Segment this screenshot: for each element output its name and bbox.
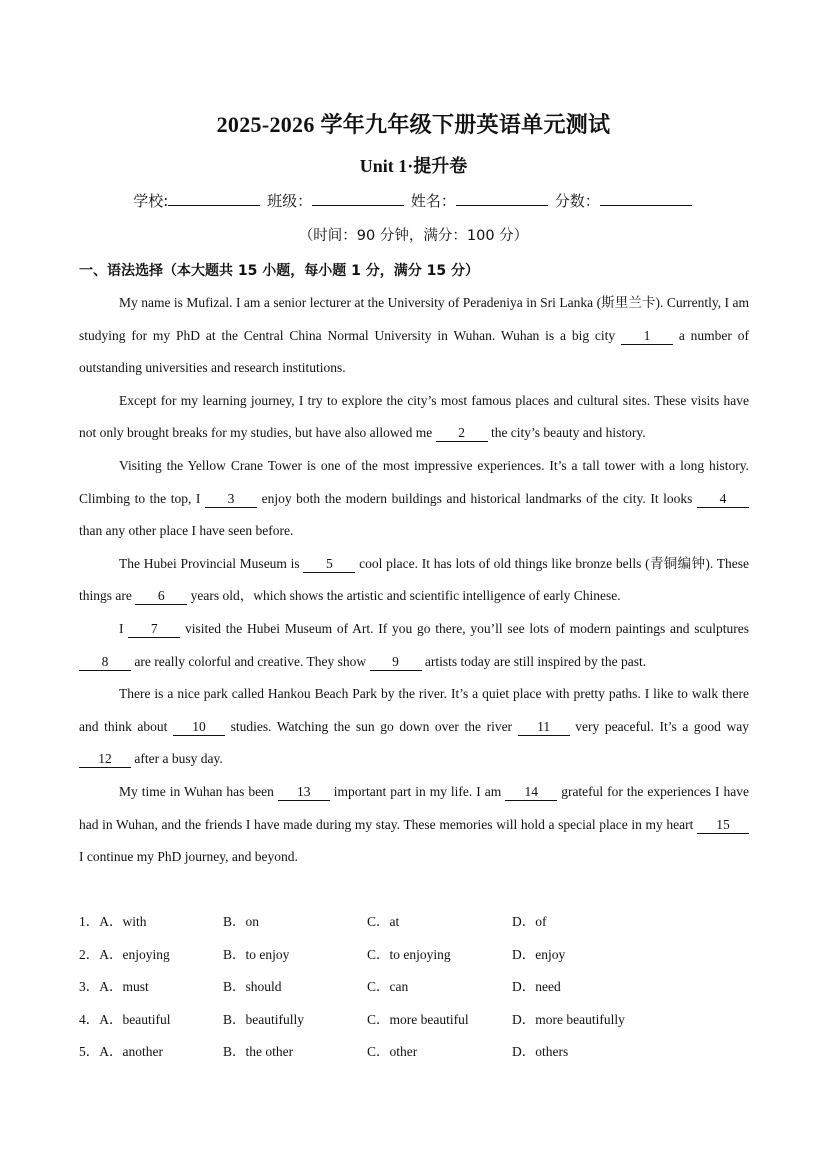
paragraph: The Hubei Provincial Museum is 5 cool place. It has lots of old things like bronze bells (青铜编钟). These things are 6 years old，which shows the artistic and scientific intelligence of early Chinese. — [79, 555, 749, 604]
blank-6: 6 — [135, 588, 187, 605]
school-label: 学校: — [133, 192, 169, 210]
blank-13: 13 — [278, 784, 330, 801]
reading-passage — [79, 287, 749, 874]
question-row — [79, 904, 759, 937]
paragraph: I 7 visited the Hubei Museum of Art. If you go there, you’ll see lots of modern paintings and sculptures 8 are really colorful and creative. They show 9 artists today are still inspired by the past. — [79, 613, 749, 678]
blank-7: 7 — [128, 621, 180, 638]
question-row — [79, 937, 759, 970]
paragraph: My name is Mufizal. I am a senior lecturer at the University of Peradeniya in Sri Lanka (斯里兰卡). Currently, I am studying for my PhD at the Central China Normal University in Wuhan. Wuhan is a big city 1 a number of outstanding universities and research institutions. — [79, 295, 749, 376]
blank-1: 1 — [621, 328, 673, 345]
blank-15: 15 — [697, 817, 749, 834]
option-c[interactable]: C．at — [367, 914, 400, 929]
option-a[interactable]: 4．A．beautiful — [79, 1011, 171, 1027]
option-c[interactable]: C．more beautiful — [367, 1011, 469, 1027]
option-b[interactable]: B．should — [223, 979, 282, 994]
option-a[interactable]: 1．A．with — [79, 914, 147, 929]
blank-12: 12 — [79, 751, 131, 768]
paragraph: My time in Wuhan has been 13 important part in my life. I am 14 grateful for the experiences I have had in Wuhan, and the friends I have made during my stay. These memories will hold a special place in my heart 15 I continue my PhD journey, and beyond. — [79, 783, 749, 865]
score-field[interactable] — [600, 191, 692, 206]
paragraph: Except for my learning journey, I try to explore the city’s most famous places and cultural sites. These visits have not only brought breaks for my studies, but have also allowed me 2 the city’s beauty and history. — [79, 392, 749, 441]
blank-5: 5 — [303, 556, 355, 573]
class-label: 班级： — [267, 192, 313, 210]
answer-options — [79, 904, 759, 1067]
blank-4: 4 — [697, 491, 749, 508]
student-info-row — [0, 190, 827, 211]
option-b[interactable]: B．beautifully — [223, 1011, 304, 1027]
option-c[interactable]: C．to enjoying — [367, 946, 451, 962]
blank-11: 11 — [518, 719, 570, 736]
option-c[interactable]: C．can — [367, 979, 409, 994]
blank-8: 8 — [79, 654, 131, 671]
class-field[interactable] — [312, 191, 404, 206]
name-field[interactable] — [456, 191, 548, 206]
blank-2: 2 — [436, 425, 488, 442]
option-a[interactable]: 2．A．enjoying — [79, 946, 170, 962]
option-d[interactable]: D．of — [512, 914, 547, 929]
score-label: 分数： — [554, 192, 600, 210]
option-a[interactable]: 5．A．another — [79, 1044, 163, 1059]
section-heading: 一、语法选择（本大题共 15 小题，每小题 1 分，满分 15 分） — [79, 263, 479, 279]
option-b[interactable]: B．on — [223, 914, 260, 929]
name-label: 姓名： — [410, 192, 456, 210]
question-row — [79, 1034, 759, 1067]
question-row — [79, 1002, 759, 1035]
option-a[interactable]: 3．A．must — [79, 979, 149, 994]
option-d[interactable]: D．need — [512, 979, 561, 994]
option-b[interactable]: B．to enjoy — [223, 946, 290, 962]
option-d[interactable]: D．enjoy — [512, 946, 566, 962]
time-info: （时间：90 分钟，满分：100 分） — [298, 228, 529, 244]
paragraph: There is a nice park called Hankou Beach Park by the river. It’s a quiet place with pretty paths. I like to walk there and think about 10 studies. Watching the sun go down over the river 11 very peaceful. It’s a good way 12 after a busy day. — [79, 686, 749, 767]
option-c[interactable]: C．other — [367, 1044, 418, 1059]
blank-9: 9 — [370, 654, 422, 671]
question-row — [79, 969, 759, 1002]
paragraph: Visiting the Yellow Crane Tower is one of the most impressive experiences. It’s a tall tower with a long history. Climbing to the top, I 3 enjoy both the modern buildings and historical landmarks of the city. It looks 4 than any other place I have seen before. — [79, 457, 749, 539]
blank-3: 3 — [205, 491, 257, 508]
option-d[interactable]: D．more beautifully — [512, 1011, 625, 1027]
school-field[interactable] — [168, 191, 260, 206]
page-subtitle: Unit 1·提升卷 — [359, 156, 468, 176]
option-b[interactable]: B．the other — [223, 1044, 294, 1059]
blank-10: 10 — [173, 719, 225, 736]
page-title: 2025-2026 学年九年级下册英语单元测试 — [216, 112, 611, 137]
blank-14: 14 — [505, 784, 557, 801]
option-d[interactable]: D．others — [512, 1044, 569, 1059]
